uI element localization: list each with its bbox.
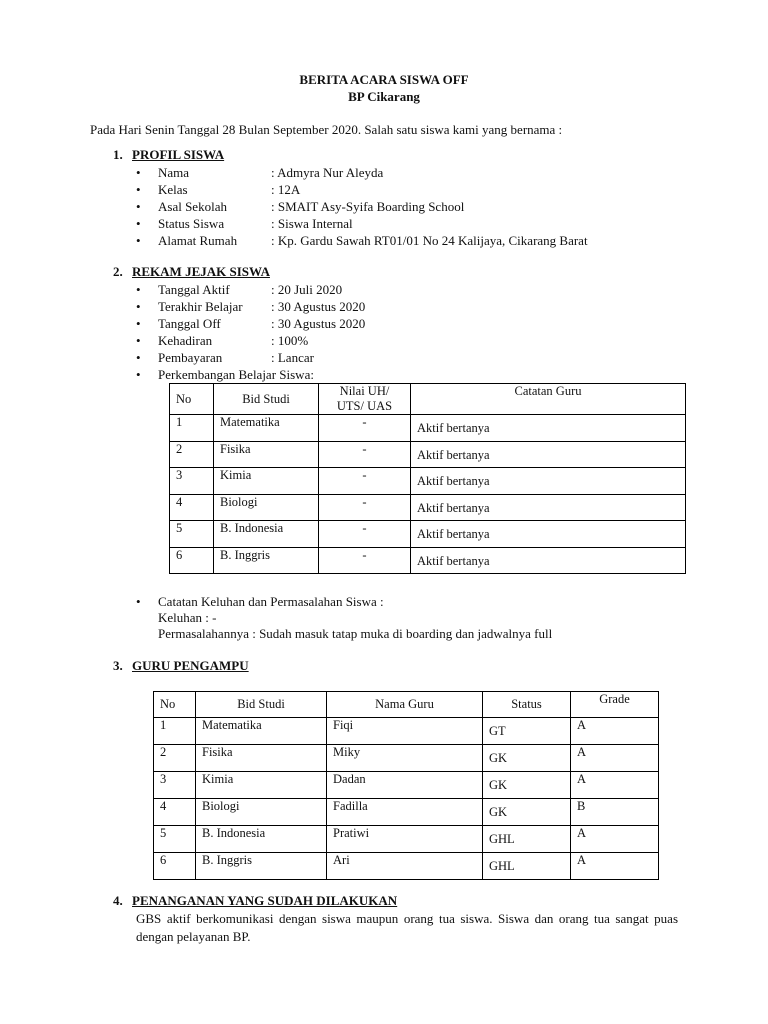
col-header-grade: Grade (571, 692, 659, 718)
list-item: • Asal Sekolah : SMAIT Asy-Syifa Boarding School (136, 198, 588, 215)
col-header-no: No (154, 692, 196, 718)
document-subtitle: BP Cikarang (348, 89, 420, 104)
list-item: • Status Siswa : Siswa Internal (136, 215, 588, 232)
document-title: BERITA ACARA SISWA OFF (299, 72, 469, 87)
table-row: 4 Biologi - Aktif bertanya (170, 494, 686, 521)
complaint-list (136, 593, 384, 610)
col-header-nama-guru: Nama Guru (327, 692, 483, 718)
table-header-row (170, 384, 686, 415)
section-number: 2. (113, 264, 123, 279)
table-row: 6 B. Inggris Ari GHL A (154, 853, 659, 880)
section-4-heading (113, 893, 397, 909)
section-number: 1. (113, 147, 123, 162)
table-row: 1 Matematika - Aktif bertanya (170, 415, 686, 442)
section-title: GURU PENGAMPU (132, 658, 249, 673)
record-list (136, 281, 365, 383)
list-item: • Perkembangan Belajar Siswa: (136, 366, 365, 383)
list-item: • Tanggal Off : 30 Agustus 2020 (136, 315, 365, 332)
section-3-heading (113, 658, 249, 674)
profile-list (136, 164, 588, 249)
col-header-bid-studi: Bid Studi (196, 692, 327, 718)
handling-text: GBS aktif berkomunikasi dengan siswa maupun orang tua siswa. Siswa dan orang tua sangat puas dengan pelayanan BP. (136, 911, 678, 944)
col-header-bid-studi: Bid Studi (214, 384, 319, 415)
list-item: • Kelas : 12A (136, 181, 588, 198)
section-number: 3. (113, 658, 123, 673)
col-header-nilai: Nilai UH/ UTS/ UAS (319, 384, 411, 415)
table-row: 1 Matematika Fiqi GT A (154, 718, 659, 745)
intro-text: Pada Hari Senin Tanggal 28 Bulan September 2020. Salah satu siswa kami yang bernama : (90, 122, 563, 137)
keluhan-text: Keluhan : - (158, 610, 217, 625)
section-title: PROFIL SISWA (132, 147, 225, 162)
section-number: 4. (113, 893, 123, 908)
table-row: 3 Kimia - Aktif bertanya (170, 468, 686, 495)
teacher-table (153, 691, 659, 880)
table-row: 5 B. Indonesia Pratiwi GHL A (154, 826, 659, 853)
list-item: • Tanggal Aktif : 20 Juli 2020 (136, 281, 365, 298)
section-title: PENANGANAN YANG SUDAH DILAKUKAN (132, 893, 398, 908)
permasalahan-text: Permasalahannya : Sudah masuk tatap muka di boarding dan jadwalnya full (158, 626, 553, 641)
table-row: 2 Fisika - Aktif bertanya (170, 441, 686, 468)
list-item: • Catatan Keluhan dan Permasalahan Siswa : (136, 593, 384, 610)
table-row: 2 Fisika Miky GK A (154, 745, 659, 772)
table-row: 4 Biologi Fadilla GK B (154, 799, 659, 826)
progress-table (169, 383, 686, 574)
list-item: • Terakhir Belajar : 30 Agustus 2020 (136, 298, 365, 315)
col-header-catatan: Catatan Guru (411, 384, 686, 415)
list-item: • Nama : Admyra Nur Aleyda (136, 164, 588, 181)
list-item: • Alamat Rumah : Kp. Gardu Sawah RT01/01 No 24 Kalijaya, Cikarang Barat (136, 232, 588, 249)
section-title: REKAM JEJAK SISWA (132, 264, 270, 279)
table-header-row (154, 692, 659, 718)
section-1-heading (113, 147, 224, 163)
table-row: 3 Kimia Dadan GK A (154, 772, 659, 799)
col-header-status: Status (483, 692, 571, 718)
col-header-no: No (170, 384, 214, 415)
list-item: • Pembayaran : Lancar (136, 349, 365, 366)
list-item: • Kehadiran : 100% (136, 332, 365, 349)
table-row: 5 B. Indonesia - Aktif bertanya (170, 521, 686, 548)
section-2-heading (113, 264, 270, 280)
table-row: 6 B. Inggris - Aktif bertanya (170, 547, 686, 574)
